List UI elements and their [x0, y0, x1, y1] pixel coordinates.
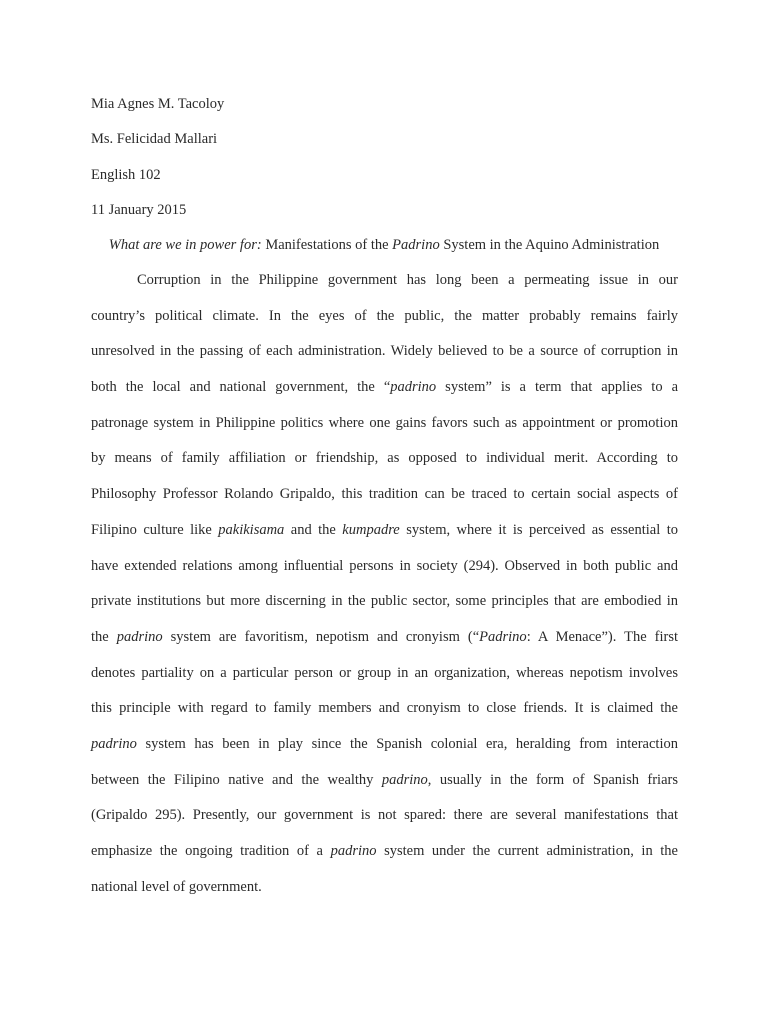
text-run: national level of government.: [91, 878, 262, 895]
text-run: both the local and national government, the “: [91, 379, 391, 396]
title-italic-term: Padrino: [392, 237, 440, 253]
text-run: have extended relations among influential persons in society (294). Observed in both public and: [91, 557, 678, 574]
text-run: the: [91, 628, 117, 645]
text-run: system, where it is perceived as essential to: [399, 521, 678, 538]
text-run: between the Filipino native and the wealthy: [91, 771, 382, 788]
title-italic-part: What are we in power for:: [108, 237, 262, 253]
text-run: system are favoritism, nepotism and cronyism (“: [162, 628, 480, 645]
title-part-1: Manifestations of the: [261, 237, 393, 253]
body-line: [91, 837, 678, 873]
author-name: Mia Agnes M. Tacoloy: [91, 96, 225, 112]
body-line: [91, 266, 678, 302]
body-line: [91, 337, 678, 373]
text-run: this principle with regard to family members and cronyism to close friends. It is claimed the: [91, 700, 678, 717]
italic-term: kumpadre: [342, 521, 400, 538]
essay-body-paragraph: [91, 266, 678, 908]
italic-term: padrino: [116, 628, 163, 645]
body-line: [91, 373, 678, 409]
body-line: [91, 801, 678, 837]
essay-title: [0, 236, 768, 254]
text-run: : A Menace”). The first: [526, 628, 678, 645]
submission-date: 11 January 2015: [91, 202, 187, 218]
body-line: [91, 302, 678, 338]
text-run: by means of family affiliation or friendship, as opposed to individual merit. According to: [91, 450, 678, 467]
body-line: [91, 552, 678, 588]
text-run: patronage system in Philippine politics where one gains favors such as appointment or promotion: [91, 414, 678, 431]
text-run: system under the current administration, in the: [376, 843, 678, 859]
body-line: [91, 409, 678, 445]
italic-term: padrino: [381, 771, 428, 788]
body-line: [91, 480, 678, 516]
text-run: emphasize the ongoing tradition of a: [91, 843, 331, 859]
instructor-name: Ms. Felicidad Mallari: [91, 131, 218, 147]
body-line: [91, 766, 678, 802]
text-run: country’s political climate. In the eyes of the public, the matter probably remains fairly: [91, 307, 678, 324]
title-part-2: System in the Aquino Administration: [439, 237, 660, 253]
body-line: [91, 587, 678, 623]
text-run: private institutions but more discerning in the public sector, some principles that are embodied in: [91, 593, 678, 610]
body-line: [91, 730, 678, 766]
body-line: [91, 444, 678, 480]
text-run: Filipino culture like: [91, 521, 219, 538]
body-line: [91, 623, 678, 659]
body-line: [91, 516, 678, 552]
text-run: , usually in the form of Spanish friars: [427, 771, 678, 788]
text-run: Philosophy Professor Rolando Gripaldo, this tradition can be traced to certain social aspects of: [91, 486, 678, 503]
body-line: [91, 659, 678, 695]
text-run: Corruption in the Philippine government has long been a permeating issue in our: [137, 272, 678, 288]
text-run: system” is a term that applies to a: [436, 379, 679, 396]
text-run: and the: [284, 521, 343, 538]
italic-term: padrino: [91, 735, 137, 752]
italic-term: padrino: [330, 843, 377, 859]
text-run: system has been in play since the Spanish colonial era, heralding from interaction: [136, 735, 678, 752]
body-line: [91, 873, 678, 909]
italic-term: padrino: [390, 379, 437, 396]
text-run: (Gripaldo 295). Presently, our government is not spared: there are several manifestations that: [91, 807, 678, 824]
text-run: denotes partiality on a particular person or group in an organization, whereas nepotism involves: [91, 664, 678, 681]
italic-term: pakikisama: [218, 521, 285, 538]
course-name: English 102: [91, 167, 161, 183]
italic-term: Padrino: [479, 628, 527, 645]
body-line: [91, 694, 678, 730]
text-run: unresolved in the passing of each administration. Widely believed to be a source of corruption in: [91, 343, 678, 360]
